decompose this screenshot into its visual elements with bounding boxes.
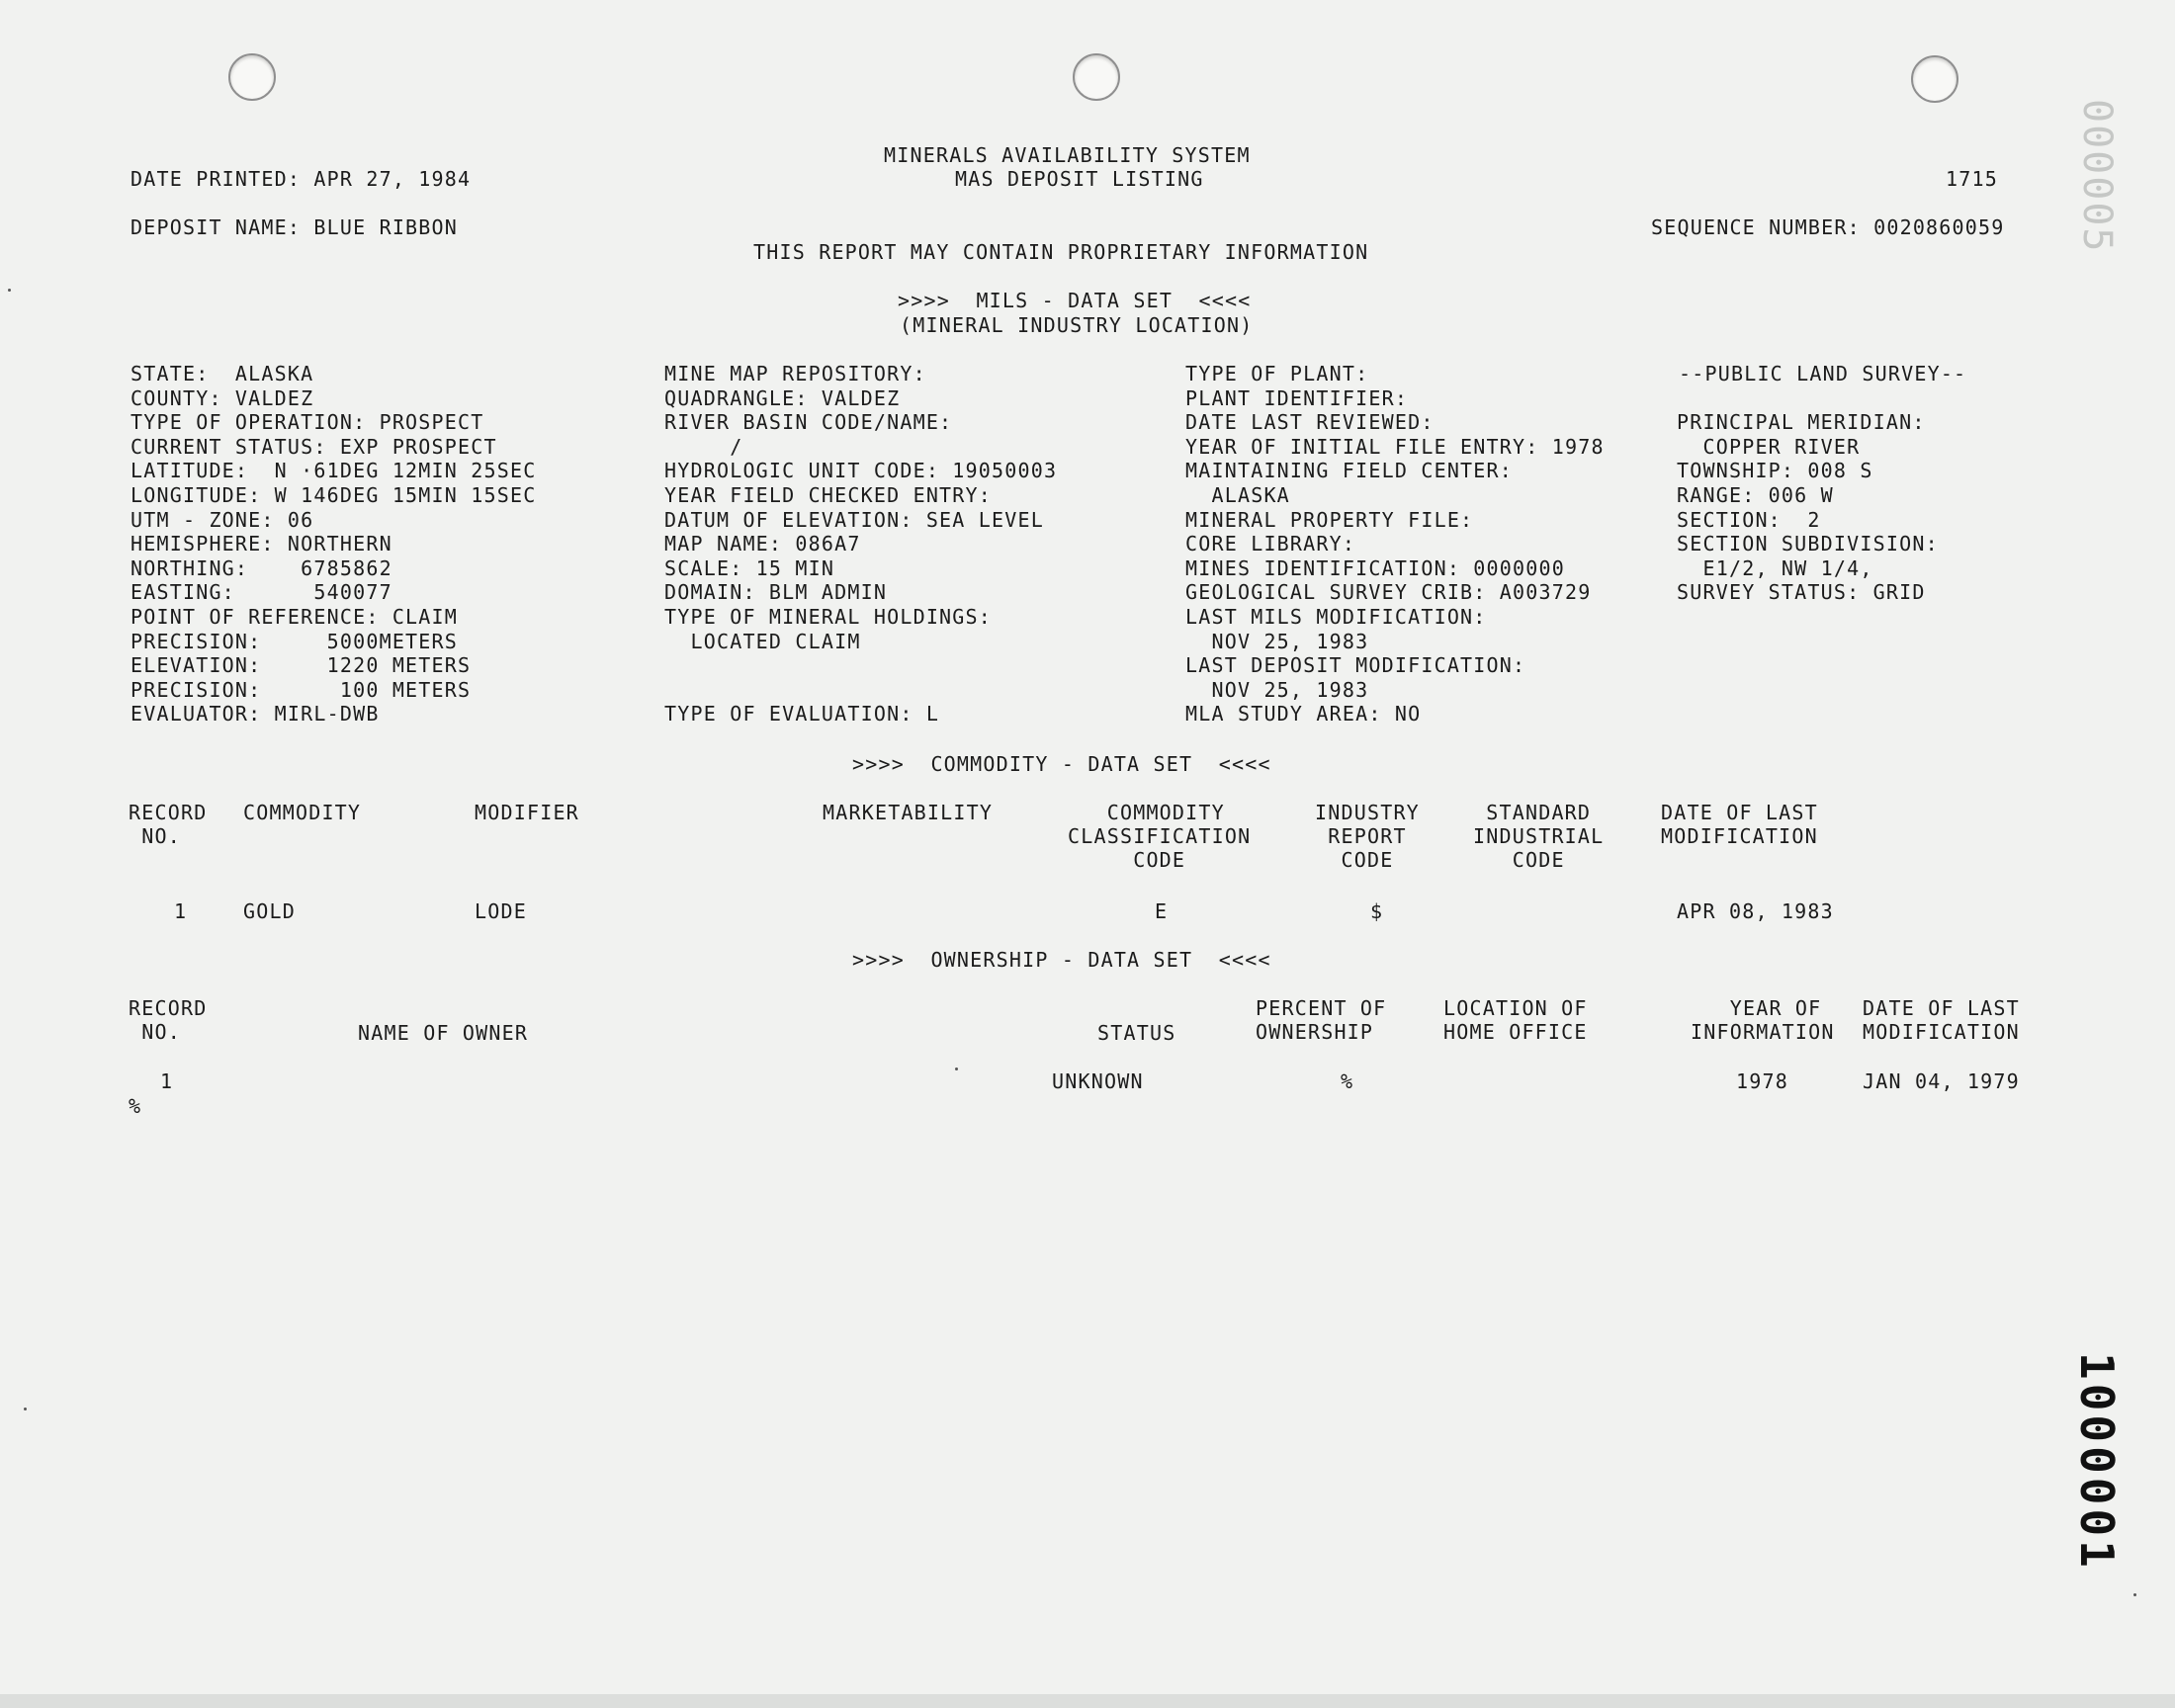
mils-survey-line: COPPER RIVER [1677, 435, 1861, 459]
scan-edge-strip [0, 1694, 2175, 1708]
commodity-header-sic: STANDARD INDUSTRIAL CODE [1473, 801, 1605, 872]
ownership-row-percent-mark: % [129, 1094, 142, 1118]
mils-survey-line: TOWNSHIP: 008 S [1677, 459, 1873, 482]
commodity-row-record: 1 [174, 899, 188, 923]
mils-file-line: DATE LAST REVIEWED: [1185, 410, 1435, 434]
mils-map-line: RIVER BASIN CODE/NAME: [664, 410, 953, 434]
mils-map-line: DOMAIN: BLM ADMIN [664, 580, 888, 604]
speck [955, 1068, 958, 1070]
ownership-heading: >>>> OWNERSHIP - DATA SET <<<< [852, 948, 1271, 972]
speck [8, 289, 11, 292]
mils-file-line: MLA STUDY AREA: NO [1185, 702, 1422, 726]
mils-location-line: ELEVATION: 1220 METERS [130, 653, 472, 677]
commodity-header-classification: COMMODITY CLASSIFICATION CODE [1068, 801, 1252, 872]
mils-map-line: SCALE: 15 MIN [664, 556, 835, 580]
mils-map-line: LOCATED CLAIM [664, 630, 861, 653]
mils-map-line: TYPE OF EVALUATION: L [664, 702, 940, 726]
binder-hole-left [228, 53, 276, 101]
mils-file-line: LAST MILS MODIFICATION: [1185, 605, 1487, 629]
commodity-row-date: APR 08, 1983 [1677, 899, 1834, 923]
binder-hole-right [1911, 55, 1958, 103]
deposit-name: DEPOSIT NAME: BLUE RIBBON [130, 215, 459, 239]
mils-location-line: EASTING: 540077 [130, 580, 392, 604]
ownership-header-status: STATUS [1097, 1021, 1176, 1045]
mils-file-line: NOV 25, 1983 [1185, 678, 1369, 702]
mils-survey-line: SECTION SUBDIVISION: [1677, 532, 1939, 555]
mils-location-line: STATE: ALASKA [130, 362, 314, 385]
mils-file-line: MINERAL PROPERTY FILE: [1185, 508, 1474, 532]
mils-map-line: QUADRANGLE: VALDEZ [664, 386, 901, 410]
mils-file-line: LAST DEPOSIT MODIFICATION: [1185, 653, 1526, 677]
mils-location-line: COUNTY: VALDEZ [130, 386, 314, 410]
report-listing-title: MAS DEPOSIT LISTING [955, 167, 1204, 191]
mils-map-line: DATUM OF ELEVATION: SEA LEVEL [664, 508, 1044, 532]
mils-map-line: MAP NAME: 086A7 [664, 532, 861, 555]
commodity-row-commodity: GOLD [243, 899, 296, 923]
ownership-header-year: YEAR OF INFORMATION [1691, 996, 1835, 1044]
mils-file-line: ALASKA [1185, 483, 1290, 507]
ownership-row-status: UNKNOWN [1052, 1069, 1144, 1093]
ownership-row-date: JAN 04, 1979 [1863, 1069, 2020, 1093]
commodity-header-marketability: MARKETABILITY [823, 801, 994, 824]
mils-subheading: (MINERAL INDUSTRY LOCATION) [900, 313, 1254, 337]
mils-location-line: HEMISPHERE: NORTHERN [130, 532, 392, 555]
mils-map-line: / [664, 435, 743, 459]
mils-location-line: NORTHING: 6785862 [130, 556, 392, 580]
ownership-row-record: 1 [160, 1069, 174, 1093]
ownership-header-date: DATE OF LAST MODIFICATION [1863, 996, 2020, 1044]
date-printed: DATE PRINTED: APR 27, 1984 [130, 167, 472, 191]
commodity-header-modifier: MODIFIER [475, 801, 579, 824]
mils-file-line: TYPE OF PLANT: [1185, 362, 1369, 385]
mils-location-line: PRECISION: 100 METERS [130, 678, 472, 702]
commodity-header-industry-report: INDUSTRY REPORT CODE [1315, 801, 1420, 872]
mils-survey-line: RANGE: 006 W [1677, 483, 1834, 507]
mils-location-line: CURRENT STATUS: EXP PROSPECT [130, 435, 497, 459]
mils-file-line: PLANT IDENTIFIER: [1185, 386, 1409, 410]
ownership-header-record: RECORD NO. [129, 996, 208, 1044]
commodity-heading: >>>> COMMODITY - DATA SET <<<< [852, 752, 1271, 776]
mils-file-line: YEAR OF INITIAL FILE ENTRY: 1978 [1185, 435, 1605, 459]
ownership-header-percent: PERCENT OF OWNERSHIP [1256, 996, 1387, 1044]
mils-location-line: LONGITUDE: W 146DEG 15MIN 15SEC [130, 483, 537, 507]
proprietary-notice: THIS REPORT MAY CONTAIN PROPRIETARY INFORMATION [753, 240, 1369, 264]
mils-file-line: CORE LIBRARY: [1185, 532, 1356, 555]
mils-heading: >>>> MILS - DATA SET <<<< [898, 289, 1252, 312]
ownership-row-year: 1978 [1736, 1069, 1788, 1093]
mils-survey-line: SURVEY STATUS: GRID [1677, 580, 1926, 604]
commodity-header-date: DATE OF LAST MODIFICATION [1661, 801, 1818, 848]
mils-survey-line: --PUBLIC LAND SURVEY-- [1679, 362, 1967, 385]
commodity-row-industry: $ [1370, 899, 1384, 923]
mils-location-line: POINT OF REFERENCE: CLAIM [130, 605, 459, 629]
mils-location-line: UTM - ZONE: 06 [130, 508, 314, 532]
mils-location-line: PRECISION: 5000METERS [130, 630, 459, 653]
faint-stamp-number: 000005 [2074, 99, 2120, 254]
commodity-row-modifier: LODE [475, 899, 527, 923]
mils-location-line: EVALUATOR: MIRL-DWB [130, 702, 380, 726]
bates-stamp-number: 1000001 [2070, 1352, 2124, 1572]
commodity-header-record: RECORD NO. [129, 801, 208, 848]
commodity-row-classification: E [1155, 899, 1169, 923]
binder-hole-center [1073, 53, 1120, 101]
mils-file-line: MINES IDENTIFICATION: 0000000 [1185, 556, 1565, 580]
commodity-header-commodity: COMMODITY [243, 801, 362, 824]
mils-map-line: YEAR FIELD CHECKED ENTRY: [664, 483, 993, 507]
report-system-title: MINERALS AVAILABILITY SYSTEM [884, 143, 1251, 167]
ownership-header-location: LOCATION OF HOME OFFICE [1443, 996, 1588, 1044]
mils-file-line: NOV 25, 1983 [1185, 630, 1369, 653]
mils-survey-line: SECTION: 2 [1677, 508, 1821, 532]
mils-survey-line: E1/2, NW 1/4, [1677, 556, 1873, 580]
page-number: 1715 [1946, 167, 1998, 191]
ownership-row-percent: % [1341, 1069, 1354, 1093]
speck [24, 1408, 27, 1410]
mils-location-line: LATITUDE: N ·61DEG 12MIN 25SEC [130, 459, 537, 482]
mils-survey-line: PRINCIPAL MERIDIAN: [1677, 410, 1926, 434]
mils-map-line: HYDROLOGIC UNIT CODE: 19050003 [664, 459, 1058, 482]
mils-file-line: MAINTAINING FIELD CENTER: [1185, 459, 1514, 482]
mils-map-line: TYPE OF MINERAL HOLDINGS: [664, 605, 993, 629]
mils-file-line: GEOLOGICAL SURVEY CRIB: A003729 [1185, 580, 1592, 604]
mils-map-line: MINE MAP REPOSITORY: [664, 362, 926, 385]
ownership-header-name: NAME OF OWNER [358, 1021, 529, 1045]
speck [2133, 1593, 2136, 1596]
sequence-number: SEQUENCE NUMBER: 0020860059 [1651, 215, 2005, 239]
mils-location-line: TYPE OF OPERATION: PROSPECT [130, 410, 484, 434]
